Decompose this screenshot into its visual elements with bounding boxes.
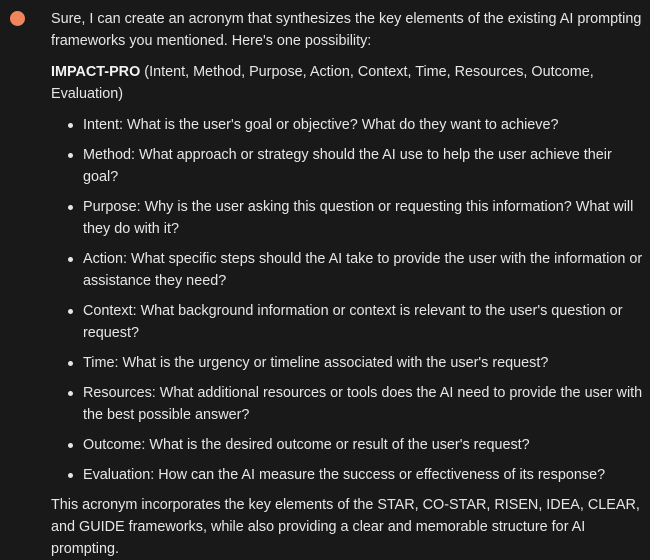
list-item-text: Purpose: Why is the user asking this question or requesting this information? What will they do with it? bbox=[83, 199, 634, 237]
bullet-icon bbox=[68, 257, 73, 262]
bullet-icon bbox=[68, 473, 73, 478]
list-item bbox=[51, 464, 644, 486]
message-conclusion: This acronym incorporates the key elements of the STAR, CO-STAR, RISEN, IDEA, CLEAR, and GUIDE frameworks, while also providing a clear and memorable structure for AI prompting. bbox=[51, 497, 640, 557]
bullet-icon bbox=[68, 443, 73, 448]
list-item bbox=[51, 144, 644, 188]
list-item bbox=[51, 114, 644, 136]
list-item bbox=[51, 196, 644, 240]
acronym-list bbox=[51, 114, 644, 486]
list-item bbox=[51, 300, 644, 344]
bullet-icon bbox=[68, 309, 73, 314]
list-item bbox=[51, 248, 644, 292]
bullet-icon bbox=[68, 205, 73, 210]
list-item-text: Outcome: What is the desired outcome or result of the user's request? bbox=[83, 437, 530, 453]
message-intro: Sure, I can create an acronym that synthesizes the key elements of the existing AI prompting frameworks you mentioned. Here's one possibility: bbox=[51, 11, 642, 49]
list-item bbox=[51, 382, 644, 426]
bullet-icon bbox=[68, 361, 73, 366]
acronym-title: IMPACT-PRO bbox=[51, 64, 141, 80]
acronym-expansion: (Intent, Method, Purpose, Action, Context, Time, Resources, Outcome, Evaluation) bbox=[51, 64, 594, 102]
list-item-text: Action: What specific steps should the AI take to provide the user with the information or assistance they need? bbox=[83, 251, 643, 289]
list-item-text: Method: What approach or strategy should the AI use to help the user achieve their goal? bbox=[83, 147, 612, 185]
acronym-line bbox=[51, 61, 644, 105]
list-item bbox=[51, 352, 644, 374]
list-item-text: Evaluation: How can the AI measure the success or effectiveness of its response? bbox=[83, 467, 606, 483]
list-item-text: Time: What is the urgency or timeline associated with the user's request? bbox=[83, 355, 549, 371]
bullet-icon bbox=[68, 391, 73, 396]
assistant-avatar-icon bbox=[10, 11, 25, 26]
list-item bbox=[51, 434, 644, 456]
bullet-icon bbox=[68, 123, 73, 128]
list-item-text: Context: What background information or context is relevant to the user's question or request? bbox=[83, 303, 623, 341]
bullet-icon bbox=[68, 153, 73, 158]
list-item-text: Resources: What additional resources or tools does the AI need to provide the user with the best possible answer? bbox=[83, 385, 643, 423]
list-item-text: Intent: What is the user's goal or objective? What do they want to achieve? bbox=[83, 117, 559, 133]
